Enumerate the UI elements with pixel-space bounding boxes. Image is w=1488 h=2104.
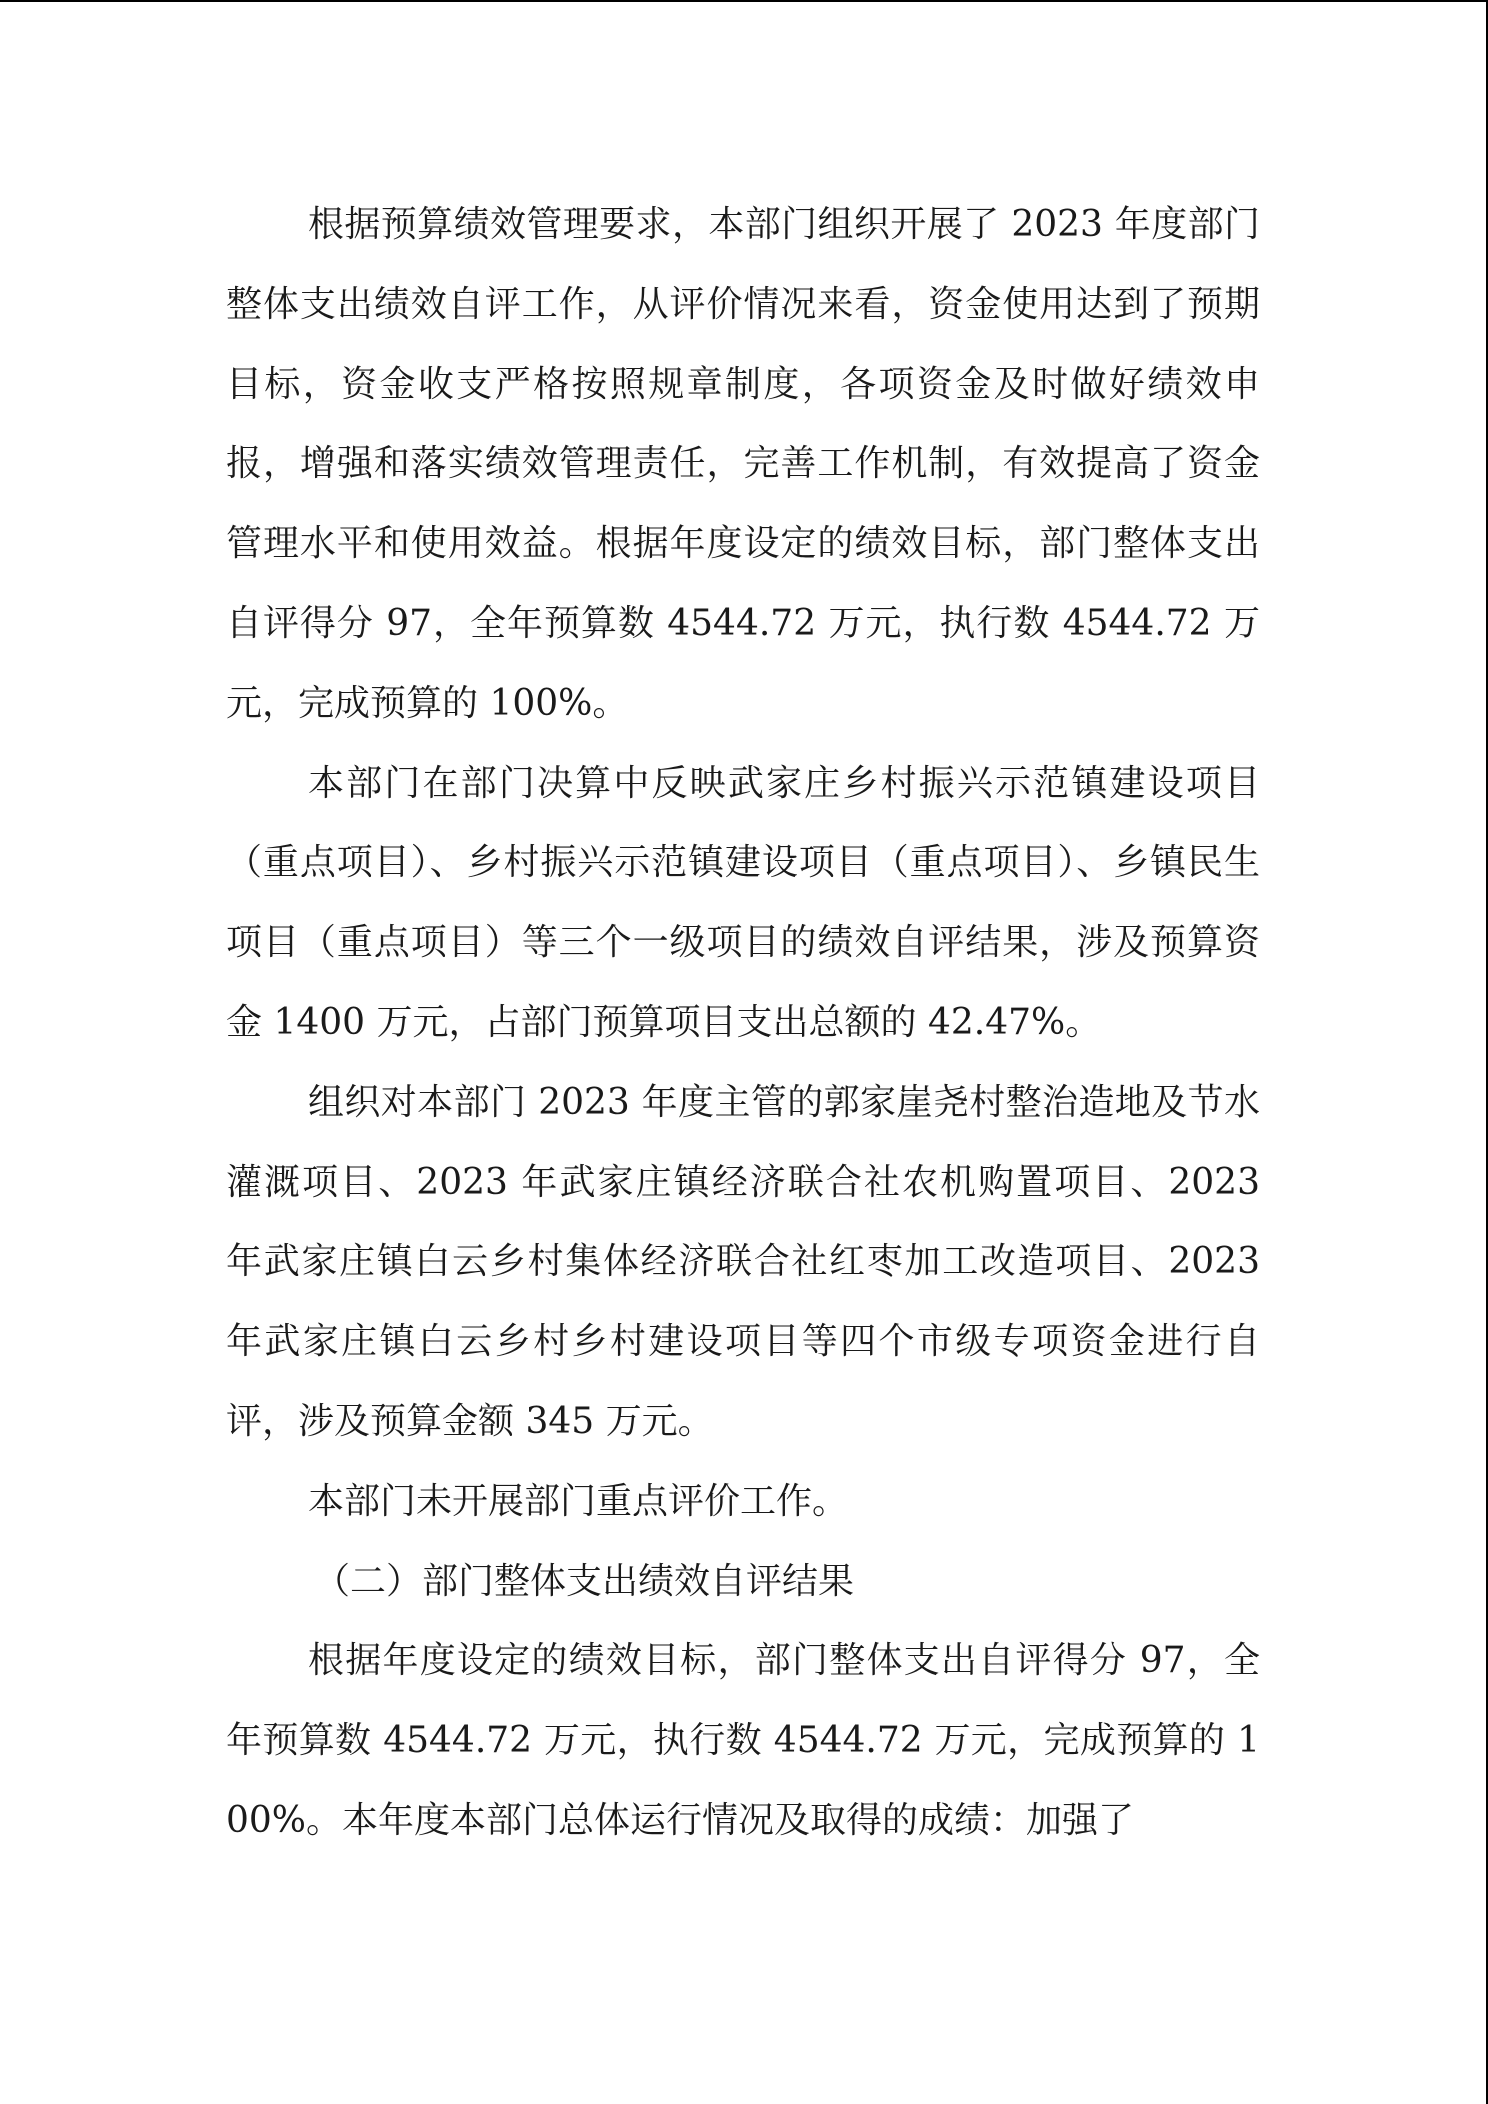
section-heading: （二）部门整体支出绩效自评结果 [314, 1560, 855, 1602]
paragraph-no-key-evaluation: 本部门未开展部门重点评价工作。 [308, 1480, 849, 1522]
paragraph-municipal-funds: 组织对本部门 2023 年度主管的郭家崖尧村整治造地及节水灌溉项目、2023 年武家庄镇经济联合社农机购置项目、2023 年武家庄镇白云乡村集体经济联合社红枣加工改造项目、2023 年武家庄镇白云乡村乡村建设项目等四个市级专项资金进行自评，涉及预算金额 345 万元。 [226, 1081, 1260, 1442]
paragraph-self-evaluation-result: 根据年度设定的绩效目标，部门整体支出自评得分 97，全年预算数 4544.72 万元，执行数 4544.72 万元，完成预算的 100%。本年度本部门总体运行情况及取得的成绩：加强了 [226, 1640, 1260, 1841]
paragraph-key-projects: 本部门在部门决算中反映武家庄乡村振兴示范镇建设项目（重点项目）、乡村振兴示范镇建设项目（重点项目）、乡镇民生项目（重点项目）等三个一级项目的绩效自评结果，涉及预算资金 1400 万元，占部门预算项目支出总额的 42.47%。 [226, 762, 1260, 1043]
document-body [226, 185, 1260, 1861]
paragraph-performance-overview: 根据预算绩效管理要求，本部门组织开展了 2023 年度部门整体支出绩效自评工作，从评价情况来看，资金使用达到了预期目标，资金收支严格按照规章制度，各项资金及时做好绩效申报，增强和落实绩效管理责任，完善工作机制，有效提高了资金管理水平和使用效益。根据年度设定的绩效目标，部门整体支出自评得分 97，全年预算数 4544.72 万元，执行数 4544.72 万元，完成预算的 100%。 [226, 204, 1260, 724]
